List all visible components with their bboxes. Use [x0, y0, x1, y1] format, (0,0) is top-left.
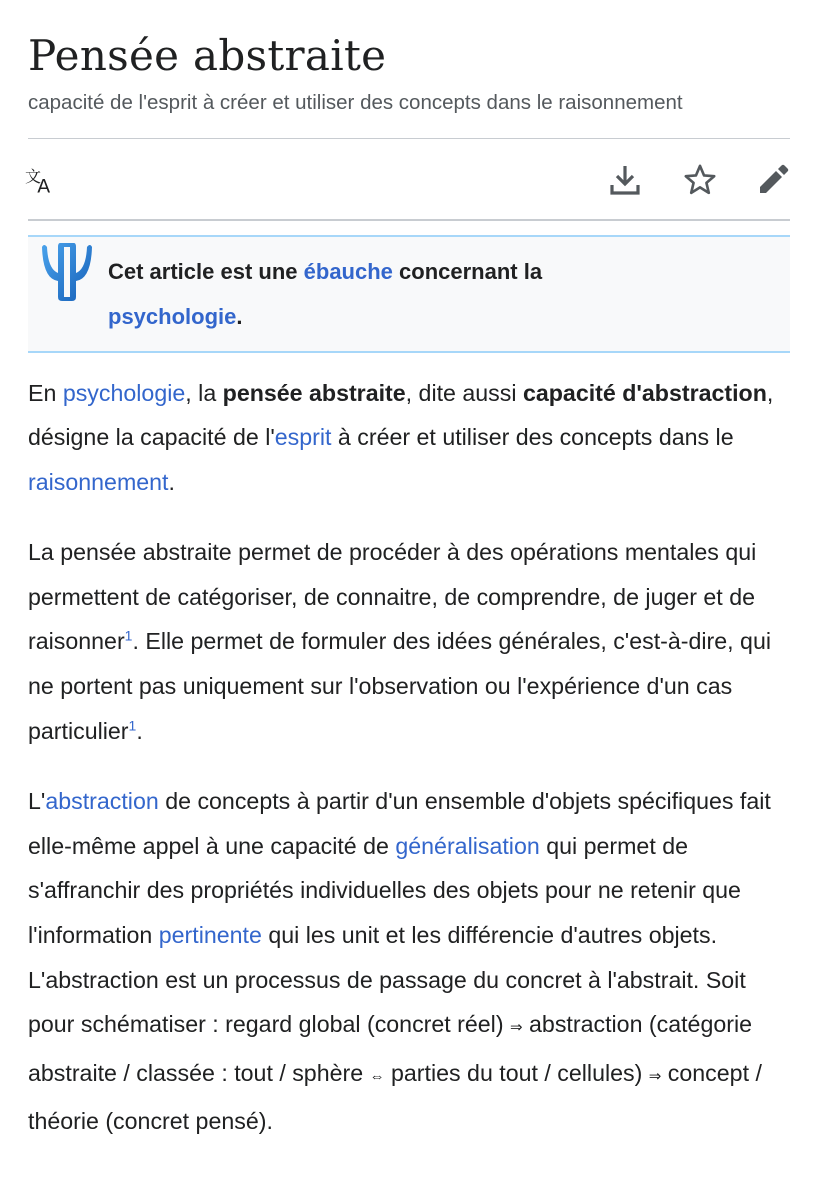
- stub-icon-container: [38, 239, 96, 308]
- svg-text:文: 文: [24, 166, 41, 186]
- article-content: [0, 371, 818, 1145]
- text: La pensée abstraite permet de procéder à des opérations mentales qui permettent de catégoriser, de connaitre, de comprendre, de juger et de raisonner: [28, 539, 757, 655]
- text: concept / théorie (concret pensé).: [28, 1059, 762, 1135]
- paragraph-definition: [28, 530, 790, 753]
- edit-button[interactable]: [756, 163, 790, 197]
- text: .: [168, 468, 175, 495]
- download-icon: [608, 163, 642, 197]
- article-header: [0, 0, 818, 118]
- text: qui permet de s'affranchir des propriétés individuelles des objets pour ne retenir que l'information: [28, 832, 741, 949]
- watch-button[interactable]: [683, 163, 717, 197]
- text: . Elle permet de formuler des idées générales, c'est-à-dire, qui ne portent pas uniquement sur l'observation ou l'expérience d'un cas particulier: [28, 628, 771, 744]
- svg-text:A: A: [37, 175, 51, 198]
- page-title: Pensée abstraite: [28, 31, 387, 80]
- page-actions-toolbar: [24, 139, 790, 219]
- pertinente-link[interactable]: pertinente: [158, 922, 262, 949]
- download-button[interactable]: [608, 163, 642, 197]
- reference-1-link[interactable]: 1: [124, 627, 133, 644]
- psychologie-stub-link[interactable]: psychologie: [108, 303, 237, 329]
- text: parties du tout / cellules): [384, 1059, 649, 1086]
- page-subtitle: capacité de l'esprit à créer et utiliser des concepts dans le raisonnement: [28, 91, 683, 114]
- pencil-icon: [756, 163, 790, 197]
- generalisation-link[interactable]: généralisation: [395, 832, 540, 859]
- text: , dite aussi: [405, 379, 523, 406]
- language-button[interactable]: [24, 163, 58, 197]
- psychologie-link[interactable]: psychologie: [62, 379, 186, 406]
- text: L': [28, 788, 46, 815]
- stub-text-middle: concernant la: [392, 258, 543, 284]
- psi-icon: [38, 239, 96, 303]
- implies-arrow: ⇒: [648, 1067, 662, 1085]
- implies-arrow: ⇒: [510, 1019, 523, 1037]
- translate-icon: [24, 162, 58, 198]
- stub-text-before: Cet article est une: [108, 258, 304, 284]
- ebauche-link[interactable]: ébauche: [303, 258, 393, 284]
- abstraction-link[interactable]: abstraction: [45, 788, 159, 815]
- text: En: [28, 379, 63, 406]
- bold-term: capacité d'abstraction: [522, 379, 767, 406]
- text: , désigne la capacité de l': [28, 379, 774, 451]
- text: qui les unit et les différencie d'autres objets. L'abstraction est un processus de passage du concret à l'abstrait. Soit pour schématiser : regard global (concret réel): [28, 922, 746, 1038]
- text: à créer et utiliser des concepts dans le: [331, 424, 734, 451]
- paragraph-abstraction: [28, 779, 790, 1144]
- stub-notice: [28, 235, 790, 353]
- bold-term: pensée abstraite: [222, 379, 406, 406]
- equivalence-arrow: ⇔: [369, 1067, 385, 1085]
- toolbar-divider: [28, 219, 790, 221]
- stub-text-end: .: [236, 303, 243, 329]
- esprit-link[interactable]: esprit: [274, 424, 332, 451]
- text: , la: [185, 379, 223, 406]
- star-icon: [683, 162, 717, 198]
- text: de concepts à partir d'un ensemble d'objets spécifiques fait elle-même appel à une capacité de: [28, 788, 771, 859]
- reference-1-link[interactable]: 1: [128, 716, 137, 733]
- stub-text: [108, 249, 770, 339]
- paragraph-intro: [28, 371, 790, 505]
- text: .: [136, 717, 143, 744]
- text: abstraction (catégorie abstraite / classée : tout / sphère: [28, 1011, 753, 1086]
- raisonnement-link[interactable]: raisonnement: [28, 468, 169, 495]
